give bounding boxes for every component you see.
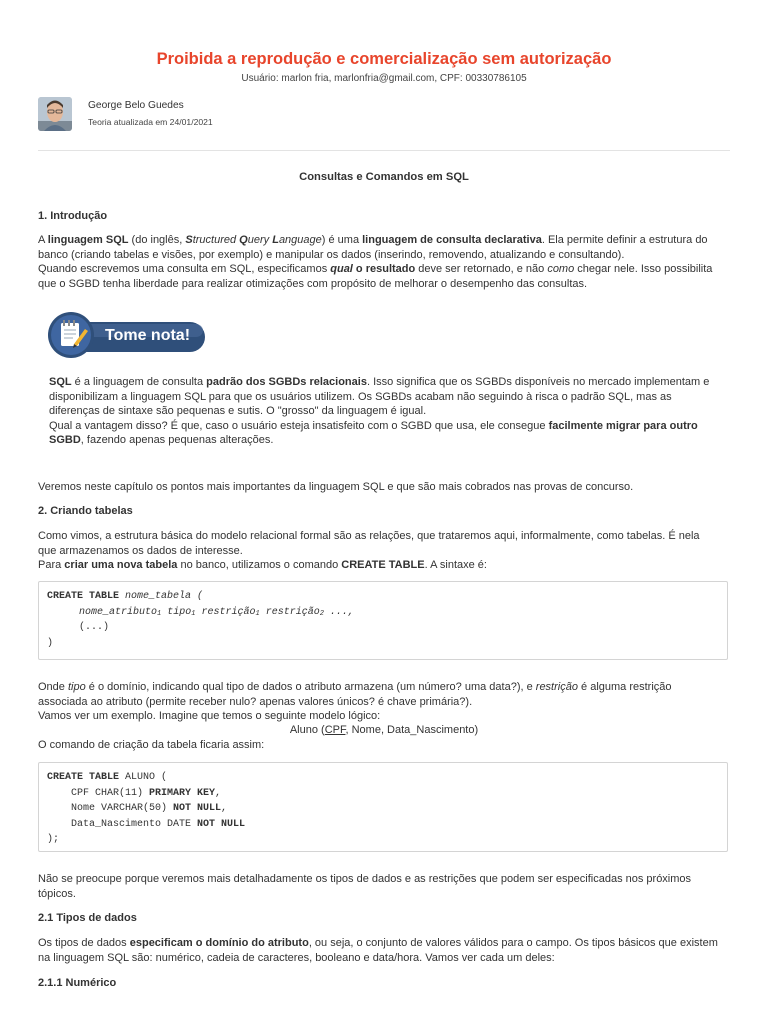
- copyright-banner: Proibida a reprodução e comercialização sem autorização: [156, 50, 612, 68]
- tipos-de-dados-paragraph: Os tipos de dados especificam o domínio do atributo, ou seja, o conjunto de valores válidos para o campo. Os tipos básicos que existem na linguagem SQL são: numérico, cadeia de caracteres, booleano e data/hora. Vamos ver cada um deles:: [38, 937, 718, 964]
- criando-tabelas-paragraph: Como vimos, a estrutura básica do modelo relacional formal são as relações, que trataremos aqui, informalmente, como tabelas. É nela que armazenamos os dados de interesse. Para criar uma nova tabela no banco, utilizamos o comando CREATE TABLE. A sintaxe é:: [38, 530, 700, 571]
- syntax-explanation: Onde tipo é o domínio, indicando qual tipo de dados o atributo armazena (um número? uma data?), e restrição é alguma restrição associada ao atributo (permite receber nulo? apenas valores únicos? é chave primária?). Vamos ver um exemplo. Imagine que temos o seguinte modelo lógico:: [38, 681, 672, 722]
- create-table-aluno-block: CREATE TABLE ALUNO ( CPF CHAR(11) PRIMARY KEY, Nome VARCHAR(50) NOT NULL, Data_Nascimento DATE NOT NULL );: [38, 762, 728, 852]
- section-heading-introducao: 1. Introdução: [38, 210, 108, 222]
- author-avatar: [38, 97, 72, 131]
- theory-updated-date: Teoria atualizada em 24/01/2021: [88, 117, 213, 127]
- author-name: George Belo Guedes: [88, 100, 184, 111]
- create-table-syntax-block: CREATE TABLE nome_tabela ( nome_atributo$_1$ tipo$_1$ restrição$_1$ restrição$_2$ ..., (...) ): [38, 581, 728, 660]
- note-content: SQL é a linguagem de consulta padrão dos SGBDs relacionais. Isso significa que os SGBDs disponíveis no mercado implementam e disponibilizam a linguagem SQL para que os usuários utilizem. Os SGBDs acabam não seguindo à risca o padrão SQL, mas as diferenças de sintaxe são pequenas e sutis. O "grosso" da linguagem é igual. Qual a vantagem disso? É que, caso o usuário esteja insatisfeito com o SGBD que usa, ele consegue facilmente migrar para outro SGBD, fazendo apenas pequenas alterações.: [49, 376, 710, 446]
- chapter-scope-text: Veremos neste capítulo os pontos mais importantes da linguagem SQL e que são mais cobrados nas provas de concurso.: [38, 481, 634, 493]
- divider: [38, 150, 730, 151]
- user-info-line: Usuário: marlon fria, marlonfria@gmail.com, CPF: 00330786105: [241, 73, 527, 84]
- author-photo-icon: [38, 97, 72, 131]
- tome-nota-badge: [47, 310, 207, 362]
- section-heading-tipos-de-dados: 2.1 Tipos de dados: [38, 912, 137, 924]
- tome-nota-label: Tome nota!: [105, 327, 191, 344]
- logical-model-line: Aluno (CPF, Nome, Data_Nascimento): [289, 724, 479, 736]
- section-heading-numerico: 2.1.1 Numérico: [38, 977, 117, 989]
- section-heading-criando-tabelas: 2. Criando tabelas: [38, 505, 133, 517]
- document-title: Consultas e Comandos em SQL: [299, 171, 469, 183]
- next-topics-note: Não se preocupe porque veremos mais detalhadamente os tipos de dados e as restrições que podem ser especificadas nos próximos tópicos.: [38, 873, 692, 900]
- creation-command-intro: O comando de criação da tabela ficaria assim:: [38, 739, 265, 751]
- intro-paragraph: A linguagem SQL (do inglês, Structured Query Language) é uma linguagem de consulta declarativa. Ela permite definir a estrutura do banco (criando tabelas e visões, por exemplo) e manipular os dados (inserindo, removendo, atualizando e consultando). Quando escrevemos uma consulta em SQL, especificamos qual o resultado deve ser retornado, e não como chegar nele. Isso possibilita que o SGBD tenha liberdade para realizar otimizações com propósito de melhorar o desempenho das consultas.: [38, 234, 713, 290]
